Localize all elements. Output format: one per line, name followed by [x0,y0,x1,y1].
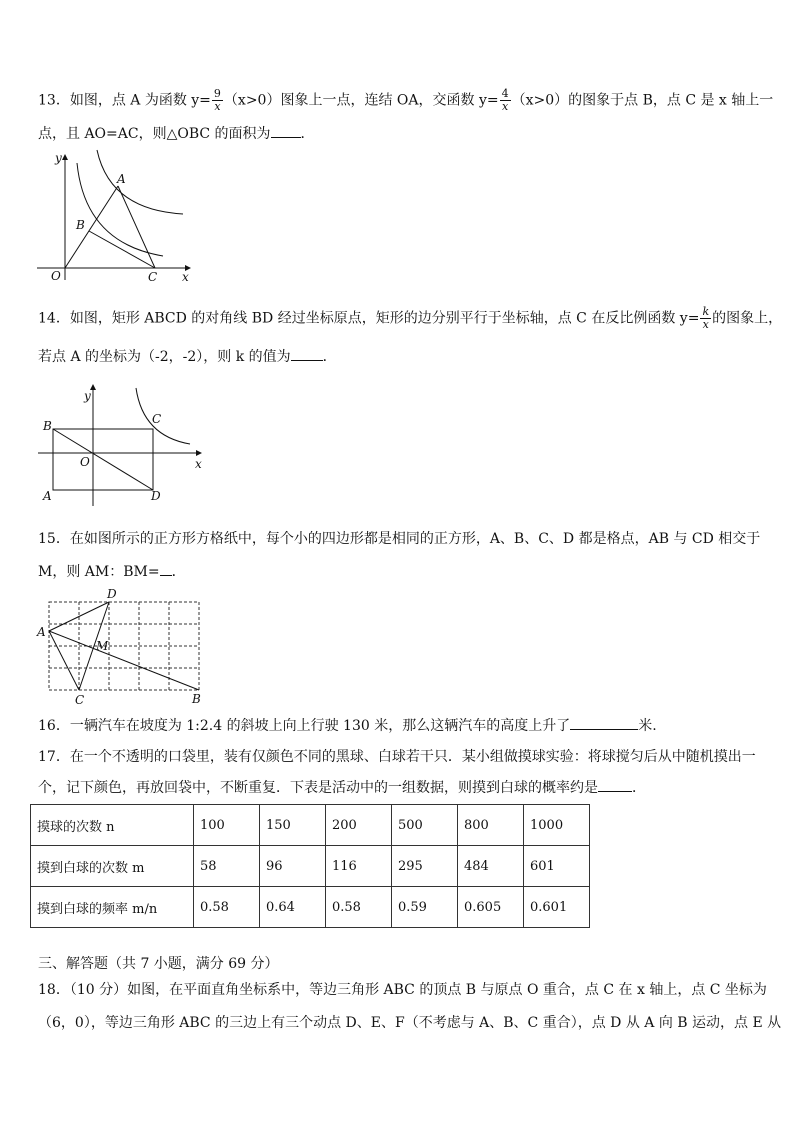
q15-text-end: ． [171,564,186,580]
q14-figure [38,378,208,508]
q14-label-o: O [80,455,90,469]
table-cell: 601 [524,846,590,887]
q15-line1 [38,530,760,548]
q18-line2 [38,1014,781,1032]
q13-label-c: C [148,270,158,284]
q13-label-y: y [55,151,62,165]
q14-label-y: y [84,389,91,403]
q18-line1 [38,981,767,999]
q18-text-line2: （6，0），等边三角形 ABC 的三边上有三个动点 D、E、F（不考虑与 A、B、C 重合），点 D 从 A 向 B 运动，点 E 从 [38,1015,782,1031]
q13-figure [35,148,195,283]
q14-text-end: ． [322,349,337,365]
q15-segment-ad [49,602,109,631]
q15-grid [49,602,199,690]
table-row [31,805,590,846]
section3-title [38,955,279,973]
q13-line1 [38,88,773,113]
table-cell: 100 [194,805,260,846]
q13-segment-oa [65,186,118,268]
q16-text-part1: 16．一辆汽车在坡度为 1:2.4 的斜坡上向上行驶 130 米，那么这辆汽车的高度上升了 [38,718,571,734]
q14-text-part2: 的图象上， [712,310,783,327]
q15-text-line1: 15．在如图所示的正方形方格纸中，每个小的四边形都是相同的正方形，A、B、C、D 都是格点，AB 与 CD 相交于 [38,531,761,547]
q14-label-c: C [152,412,162,426]
table-row-header: 摸到白球的次数 m [31,846,194,887]
q14-answer-blank [291,348,323,361]
table-cell: 200 [326,805,392,846]
q13-y-arrow-icon [62,154,68,160]
q17-frequency-table [30,804,590,928]
q17-line1 [38,748,756,766]
table-cell: 116 [326,846,392,887]
q14-x-arrow-icon [196,450,202,456]
q16-line [38,717,657,735]
q14-line2 [38,348,337,366]
q13-segment-bc [89,231,155,268]
q14-label-d: D [151,489,161,503]
table-row [31,846,590,887]
table-cell: 0.605 [458,887,524,928]
q14-y-arrow-icon [90,384,96,390]
table-cell: 0.59 [392,887,458,928]
q13-curve-9-over-x [97,150,183,214]
q14-line1 [38,306,782,331]
table-cell: 295 [392,846,458,887]
q13-label-x: x [182,270,189,284]
q17-answer-blank [598,779,632,792]
q15-figure [36,586,211,708]
table-cell: 96 [260,846,326,887]
table-cell: 0.58 [326,887,392,928]
q13-text-part1: 13．如图，点 A 为函数 y= [38,92,211,109]
q14-frac-denominator: x [702,318,709,331]
q13-label-b: B [76,218,85,232]
table-cell: 484 [458,846,524,887]
q14-text-line2: 若点 A 的坐标为（-2，-2），则 k 的值为 [38,349,291,365]
table-cell: 800 [458,805,524,846]
q15-line2 [38,563,186,581]
table-row [31,887,590,928]
q13-text-part2: （x>0）图象上一点，连结 OA，交函数 y= [223,92,499,109]
q13-text-part3: （x>0）的图象于点 B，点 C 是 x 轴上一 [511,92,774,109]
table-cell: 0.64 [260,887,326,928]
q13-segment-ac [118,186,155,268]
q15-text-line2: M，则 AM：BM= [38,564,160,580]
section3-title-text: 三、解答题（共 7 小题，满分 69 分） [38,956,279,972]
q15-label-a: A [37,625,46,639]
q14-label-a: A [43,489,52,503]
q13-label-o: O [51,269,61,283]
table-cell: 0.601 [524,887,590,928]
table-cell: 150 [260,805,326,846]
q14-label-x: x [195,457,202,471]
q15-label-m: M [96,639,109,653]
q15-label-b: B [192,692,201,706]
q17-text-line2: 个，记下颜色，再放回袋中，不断重复．下表是活动中的一组数据，则摸到白球的概率约是 [38,780,598,796]
q14-curve-k-over-x [136,388,190,444]
q13-frac2-numerator: 4 [501,87,509,100]
table-row-header: 摸球的次数 n [31,805,194,846]
q14-text-part1: 14．如图，矩形 ABCD 的对角线 BD 经过坐标原点，矩形的边分别平行于坐标轴，点 C 在反比例函数 y= [38,310,700,327]
q13-label-a: A [117,172,126,186]
table-cell: 58 [194,846,260,887]
q13-text-end: ． [300,126,315,142]
q13-frac1-denominator: x [214,100,221,113]
q17-text-line1: 17．在一个不透明的口袋里，装有仅颜色不同的黑球、白球若干只．某小组做摸球实验：将球搅匀后从中随机摸出一 [38,749,756,765]
q14-fraction-k-over-x [700,306,711,331]
q14-diagonal-bd [53,429,153,490]
table-cell: 500 [392,805,458,846]
q15-answer-blank [160,563,172,576]
q14-frac-numerator: k [702,305,710,318]
q15-segment-ac [49,631,79,690]
q17-text-end: ． [632,780,646,796]
q13-line2 [38,125,315,143]
q13-answer-blank [271,125,301,138]
q13-text-line2: 点，且 AO=AC，则△OBC 的面积为 [38,126,271,142]
table-cell: 0.58 [194,887,260,928]
table-cell: 1000 [524,805,590,846]
q13-fraction-4-over-x [500,88,511,113]
q18-text-line1: 18．（10 分）如图，在平面直角坐标系中，等边三角形 ABC 的顶点 B 与原点 O 重合，点 C 在 x 轴上，点 C 坐标为 [38,982,767,998]
q13-frac2-denominator: x [501,100,509,113]
q15-segment-ab [49,631,199,690]
q13-frac1-numerator: 9 [213,87,221,100]
q14-label-b: B [43,419,52,433]
table-row-header: 摸到白球的频率 m/n [31,887,194,928]
q15-label-c: C [75,693,85,707]
q13-fraction-9-over-x [212,88,223,113]
q16-text-part2: 米. [638,718,657,734]
q17-line2 [38,779,646,797]
q16-answer-blank [570,717,638,730]
q15-label-d: D [107,587,117,601]
